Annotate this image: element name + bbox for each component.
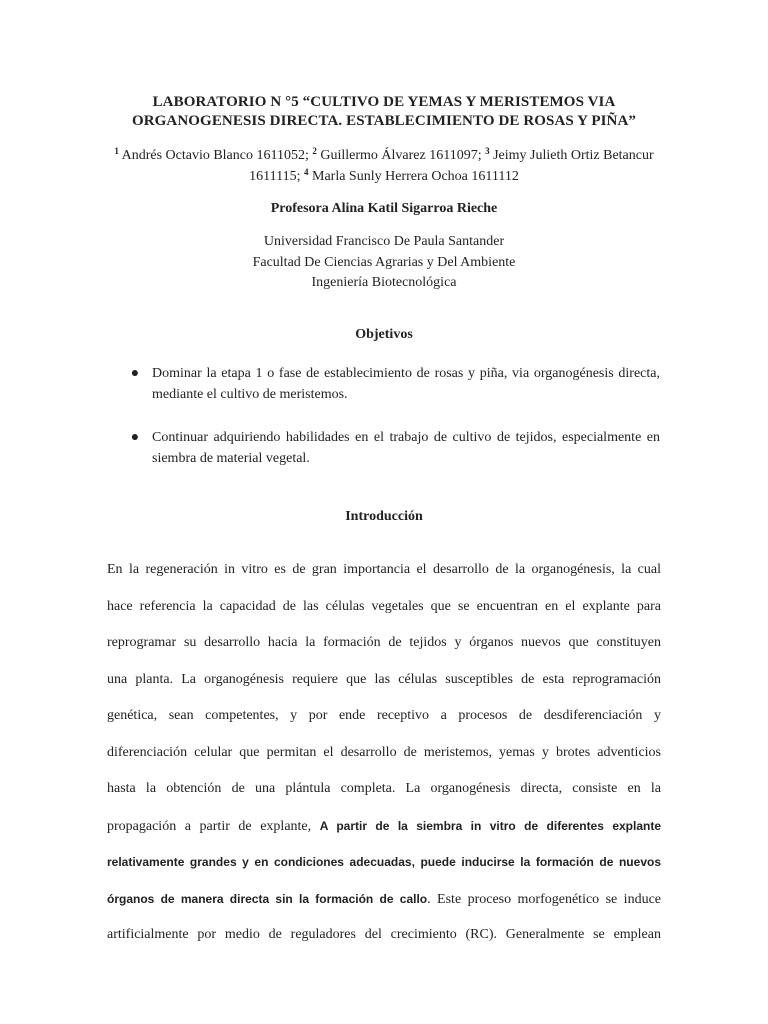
bullet-icon: ● xyxy=(130,430,140,445)
bullet-icon: ● xyxy=(130,366,140,381)
line-sans-part: A partir de la siembra in vitro de diferentes explante xyxy=(319,818,661,833)
objective-text-1: Dominar la etapa 1 o fase de establecimiento de rosas y piña, via organogénesis directa, mediante el cultivo de meristemos. xyxy=(152,366,660,402)
document-title xyxy=(100,93,668,131)
paragraph-line: diferenciación celular que permitan el desarrollo de meristemos, yemas y brotes adventicios xyxy=(107,744,661,760)
title-line-2: ORGANOGENESIS DIRECTA. ESTABLECIMIENTO DE ROSAS Y PIÑA” xyxy=(131,113,637,129)
paragraph-line: una planta. La organogénesis requiere que las células susceptibles de esta reprogramación xyxy=(107,671,661,687)
line-sans-part: relativamente grandes y en condiciones adecuadas, puede inducirse la formación de nuevos xyxy=(107,855,661,869)
paragraph-line: reprogramar su desarrollo hacia la formación de tejidos y órganos nuevos que constituyen xyxy=(107,635,661,650)
introduction-body xyxy=(107,552,661,954)
paragraph-line: artificialmente por medio de reguladores del crecimiento (RC). Generalmente se emplean xyxy=(107,927,661,942)
list-item xyxy=(130,428,660,469)
author-3-superscript: 3 xyxy=(485,146,490,156)
paragraph-line: genética, sean competentes, y por ende receptivo a procesos de desdiferenciación y xyxy=(107,708,661,723)
title-line-1: LABORATORIO N °5 “CULTIVO DE YEMAS Y MERISTEMOS VIA xyxy=(152,94,616,110)
author-1-superscript: 1 xyxy=(114,146,119,156)
author-1: Andrés Octavio Blanco 1611052; xyxy=(121,148,309,163)
author-4: Marla Sunly Herrera Ochoa 1611112 xyxy=(312,169,519,184)
paragraph-line xyxy=(107,881,661,918)
line-serif-part: . Este proceso morfogenético se induce xyxy=(427,891,661,907)
objectives-list xyxy=(130,364,660,469)
author-2-superscript: 2 xyxy=(312,146,317,156)
list-item xyxy=(130,364,660,405)
paragraph-line: En la regeneración in vitro es de gran importancia el desarrollo de la organogénesis, la cual xyxy=(107,562,661,577)
program-name: Ingeniería Biotecnológica xyxy=(311,275,457,290)
objective-text-2: Continuar adquiriendo habilidades en el trabajo de cultivo de tejidos, especialmente en siembra de material vegetal. xyxy=(152,430,660,466)
paragraph-line: hasta la obtención de una plántula completa. La organogénesis directa, consiste en la xyxy=(107,781,661,796)
line-sans-part: órganos de manera directa sin la formación de callo xyxy=(107,891,428,906)
author-4-superscript: 4 xyxy=(304,167,309,177)
faculty-name: Facultad De Ciencias Agrarias y Del Ambiente xyxy=(252,254,516,270)
line-serif-part: propagación a partir de explante, xyxy=(107,818,312,834)
paragraph-line: hace referencia la capacidad de las células vegetales que se encuentran en el explante para xyxy=(107,598,661,614)
author-2: Guillermo Álvarez 1611097; xyxy=(320,148,482,163)
professor-name: Profesora Alina Katil Sigarroa Rieche xyxy=(270,201,498,216)
author-list xyxy=(110,145,658,187)
paragraph-line xyxy=(107,844,661,881)
university-name: Universidad Francisco De Paula Santander xyxy=(263,234,505,249)
objectives-heading: Objetivos xyxy=(355,327,413,342)
affiliation-block xyxy=(100,232,668,294)
author-3: Jeimy Julieth Ortiz Betancur 1611115; xyxy=(249,148,654,184)
introduction-heading: Introducción xyxy=(345,509,423,524)
paragraph-line xyxy=(107,808,661,845)
